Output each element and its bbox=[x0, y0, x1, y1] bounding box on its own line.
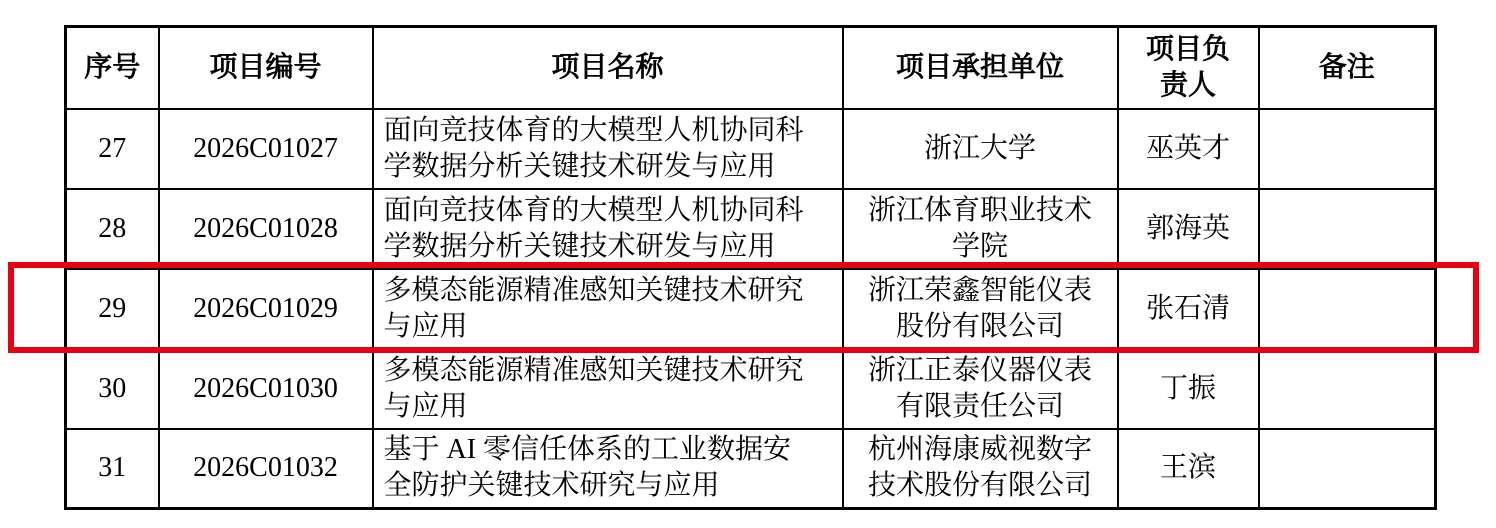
cell-name: 面向竞技体育的大模型人机协同科学数据分析关键技术研发与应用 bbox=[373, 189, 843, 269]
table-row bbox=[66, 189, 1436, 269]
cell-leader: 张石清 bbox=[1118, 269, 1259, 349]
cell-org: 浙江体育职业技术学院 bbox=[843, 189, 1118, 269]
col-header-leader bbox=[1118, 27, 1259, 109]
cell-name: 多模态能源精准感知关键技术研究与应用 bbox=[373, 269, 843, 349]
cell-index: 30 bbox=[66, 349, 159, 429]
cell-leader: 丁振 bbox=[1118, 349, 1259, 429]
project-table bbox=[64, 25, 1437, 510]
cell-name: 面向竞技体育的大模型人机协同科学数据分析关键技术研发与应用 bbox=[373, 109, 843, 189]
cell-code: 2026C01029 bbox=[159, 269, 373, 349]
cell-leader: 郭海英 bbox=[1118, 189, 1259, 269]
cell-index: 27 bbox=[66, 109, 159, 189]
cell-code: 2026C01030 bbox=[159, 349, 373, 429]
col-header-code: 项目编号 bbox=[159, 27, 373, 109]
cell-org: 浙江正泰仪器仪表有限责任公司 bbox=[843, 349, 1118, 429]
table-row bbox=[66, 109, 1436, 189]
cell-name: 基于 AI 零信任体系的工业数据安全防护关键技术研究与应用 bbox=[373, 429, 843, 509]
table-row bbox=[66, 429, 1436, 509]
cell-name: 多模态能源精准感知关键技术研究与应用 bbox=[373, 349, 843, 429]
cell-note bbox=[1259, 269, 1436, 349]
cell-index: 28 bbox=[66, 189, 159, 269]
table-row bbox=[66, 349, 1436, 429]
cell-note bbox=[1259, 429, 1436, 509]
cell-org: 浙江荣鑫智能仪表股份有限公司 bbox=[843, 269, 1118, 349]
cell-leader: 巫英才 bbox=[1118, 109, 1259, 189]
col-header-leader-label: 项目负责人 bbox=[1146, 33, 1231, 101]
cell-code: 2026C01028 bbox=[159, 189, 373, 269]
cell-leader: 王滨 bbox=[1118, 429, 1259, 509]
col-header-org: 项目承担单位 bbox=[843, 27, 1118, 109]
table-row-highlighted bbox=[66, 269, 1436, 349]
cell-note bbox=[1259, 189, 1436, 269]
col-header-note: 备注 bbox=[1259, 27, 1436, 109]
col-header-index: 序号 bbox=[66, 27, 159, 109]
col-header-name: 项目名称 bbox=[373, 27, 843, 109]
cell-org: 浙江大学 bbox=[843, 109, 1118, 189]
cell-note bbox=[1259, 109, 1436, 189]
cell-code: 2026C01032 bbox=[159, 429, 373, 509]
cell-index: 29 bbox=[66, 269, 159, 349]
cell-code: 2026C01027 bbox=[159, 109, 373, 189]
cell-org: 杭州海康威视数字技术股份有限公司 bbox=[843, 429, 1118, 509]
cell-index: 31 bbox=[66, 429, 159, 509]
cell-note bbox=[1259, 349, 1436, 429]
header-row bbox=[66, 27, 1436, 109]
